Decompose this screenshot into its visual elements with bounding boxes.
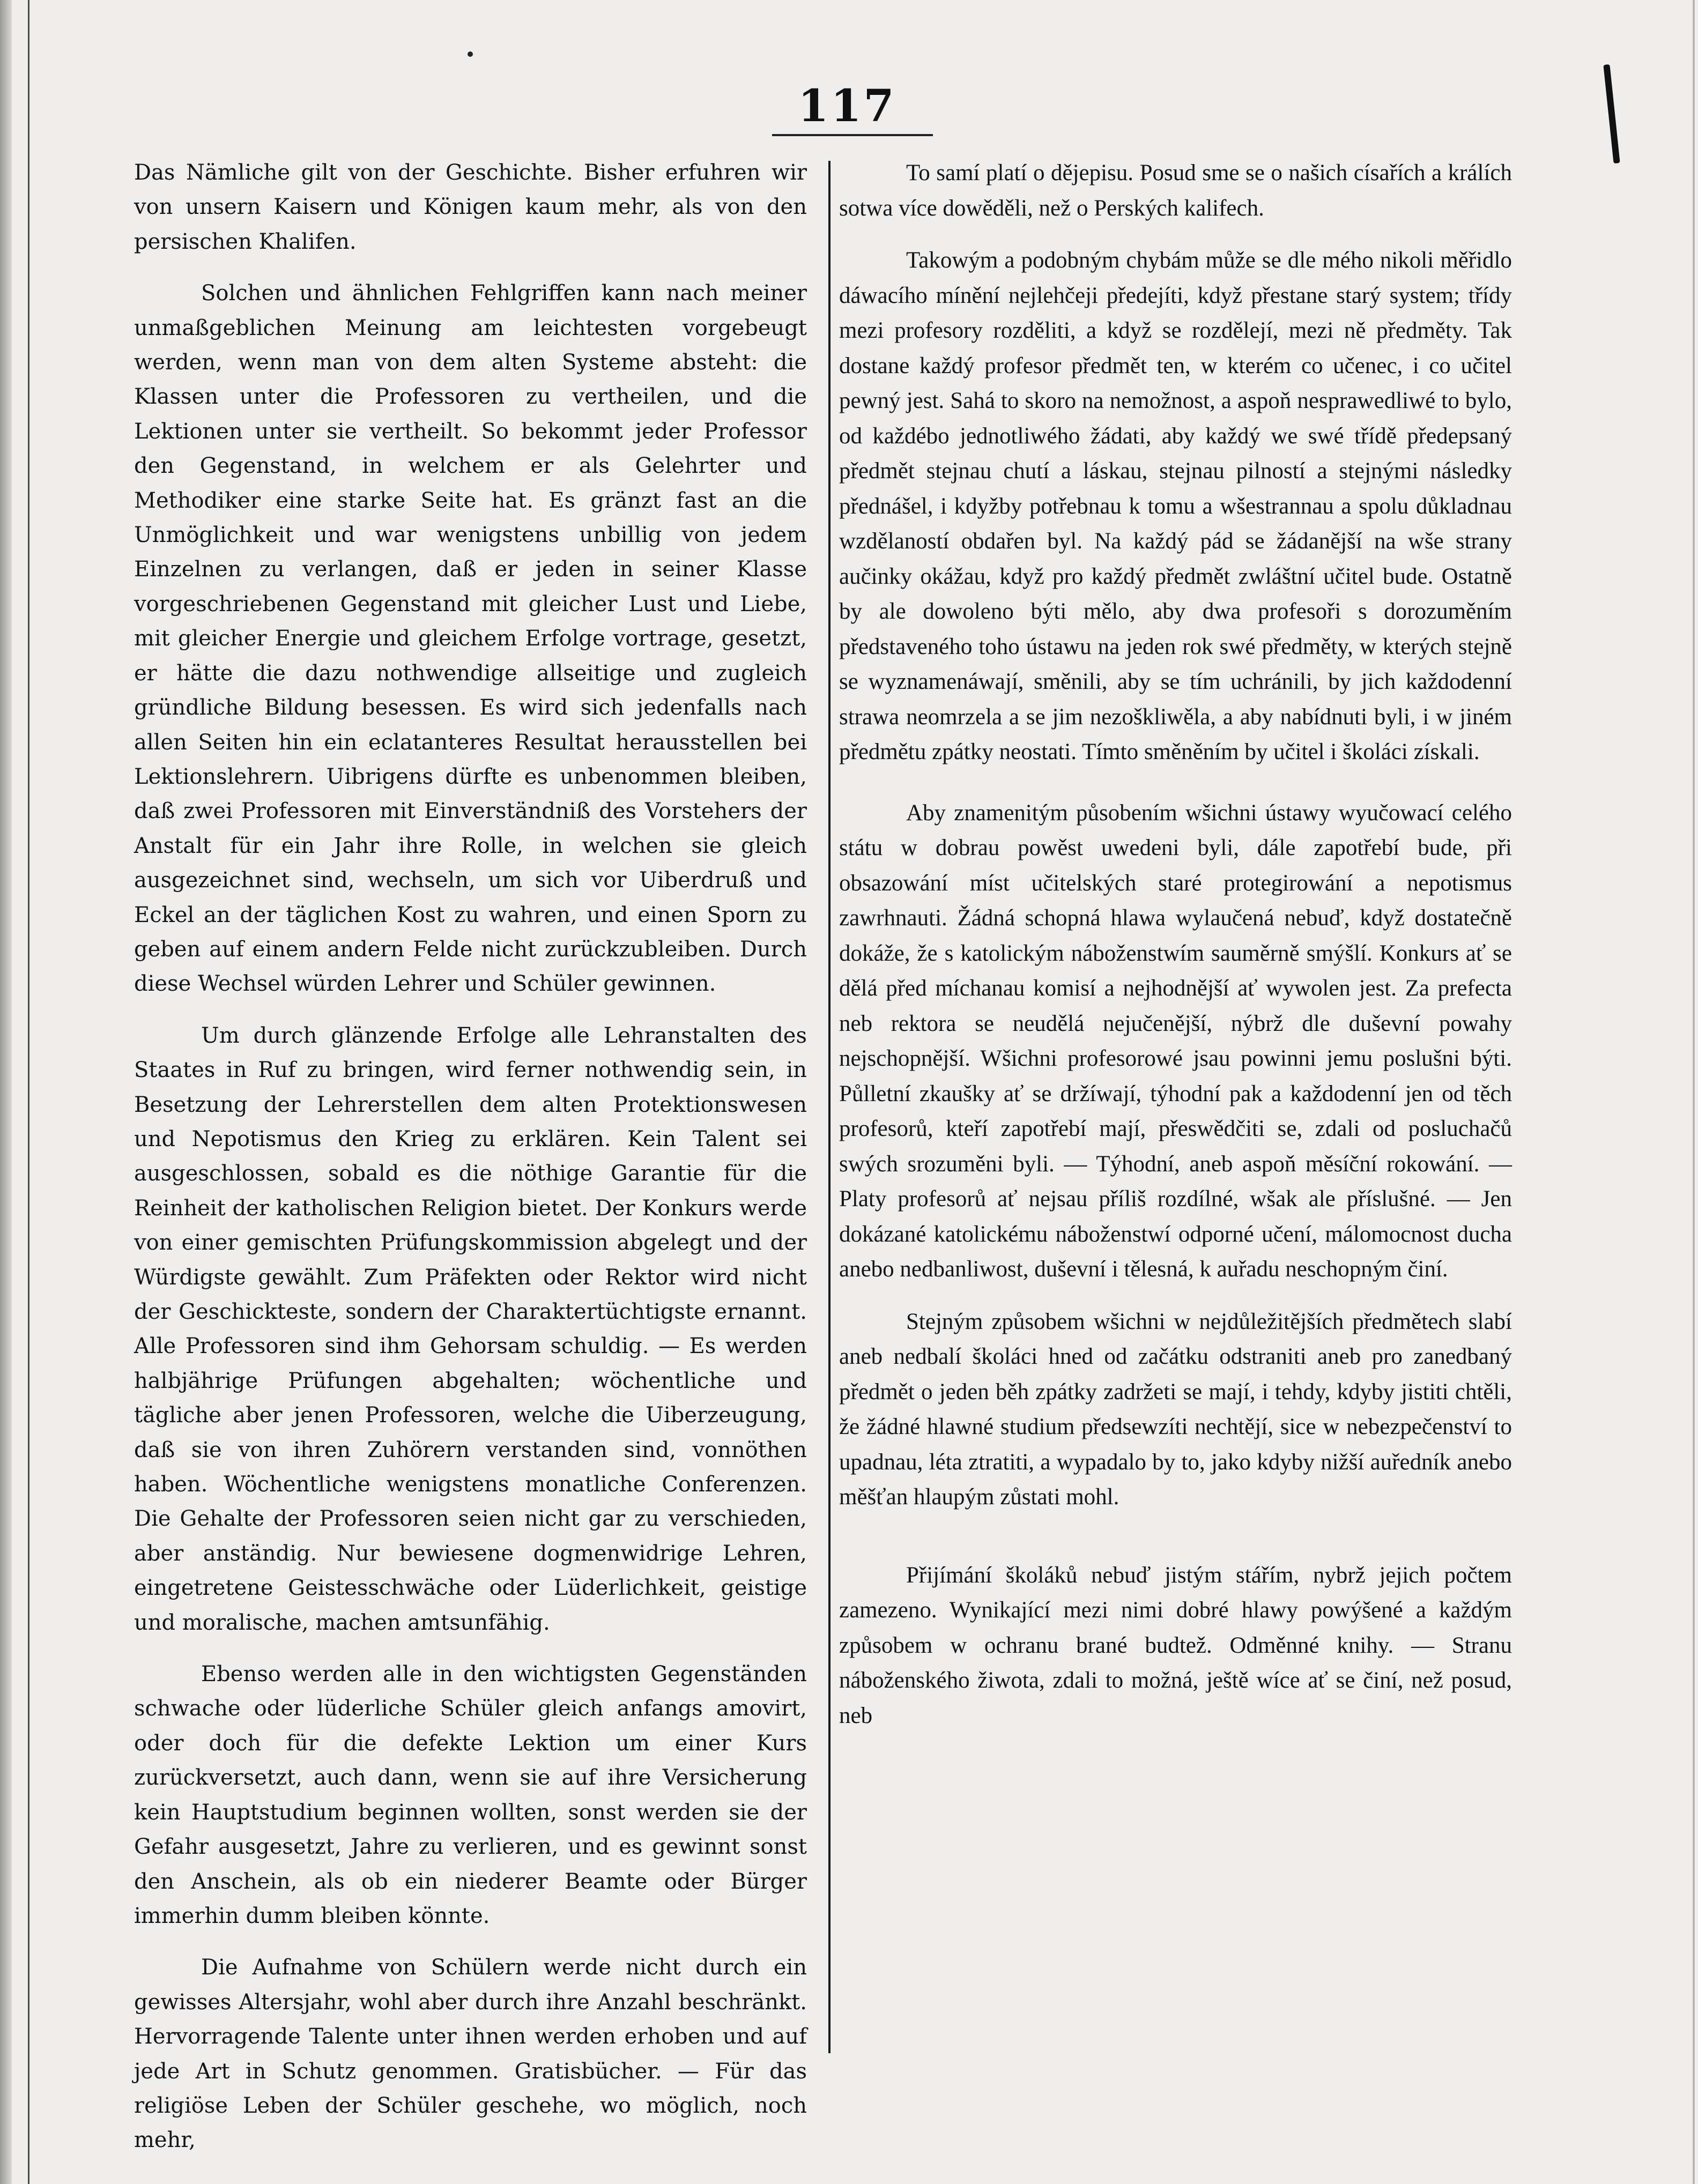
column-divider [828, 161, 831, 2053]
czech-column [839, 155, 1512, 1750]
paragraph: Solchen und ähnlichen Fehlgriffen kann nach meiner unmaßgeblichen Meinung am leichtesten vorgebeugt werden, wenn man von dem alten Systeme absteht: die Klassen unter die Professoren zu vertheilen, und die Lektionen unter sie vertheilt. So bekommt jeder Professor den Gegenstand, in welchem er als Gelehrter und Methodiker eine starke Seite hat. Es gränzt fast an die Unmöglichkeit und war wenigstens unbillig von jedem Einzelnen zu verlangen, daß er jeden in seiner Klasse vorgeschriebenen Gegenstand mit gleicher Lust und Liebe, mit gleicher Energie und gleichem Erfolge vortrage, gesetzt, er hätte die dazu nothwendige allseitige und zugleich gründliche Bildung besessen. Es wird sich jedenfalls nach allen Seiten hin ein eclatanteres Resultat herausstellen bei Lektionslehrern. Uibrigens dürfte es unbenommen bleiben, daß zwei Professoren mit Einverständniß des Vorstehers der Anstalt für ein Jahr ihre Rolle, in welchen sie gleich ausgezeichnet sind, wechseln, um sich vor Uiberdruß und Eckel an der täglichen Kost zu wahren, und einen Sporn zu geben auf einem andern Felde nicht zurückzubleiben. Durch diese Wechsel würden Lehrer und Schüler gewinnen. [134, 281, 807, 997]
paragraph: Um durch glänzende Erfolge alle Lehranstalten des Staates in Ruf zu bringen, wird ferner nothwendig sein, in Besetzung der Lehrerstellen dem alten Protektionswesen und Nepotismus den Krieg zu erklären. Kein Talent sei ausgeschlossen, sobald es die nöthige Garantie für die Reinheit der katholischen Religion bietet. Der Konkurs werde von einer gemischten Prüfungskommission abgelegt und der Würdigste gewählt. Zum Präfekten oder Rektor wird nicht der Geschickteste, sondern der Charaktertüchtigste ernannt. Alle Professoren sind ihm Gehorsam schuldig. — Es werden halbjährige Prüfungen abgehalten; wöchentliche und tägliche aber jenen Professoren, welche die Uiberzeugung, daß sie von ihren Zuhörern verstanden sind, vonnöthen haben. Wöchentliche wenigstens monatliche Conferenzen. Die Gehalte der Professoren seien nicht gar zu verschieden, aber anständig. Nur bewiesene dogmenwidrige Lehren, eingetretene Geistesschwäche oder Lüderlichkeit, geistige und moralische, machen amtsunfähig. [134, 1023, 807, 1635]
page-edge-right [1693, 0, 1695, 2184]
paragraph: Aby znamenitým působením wšichni ústawy wyučowací celého státu w dobrau powěst uwedeni byli, dále zapotřebí bude, při obsazowání míst učitelských staré protegirowání a nepotismus zawrhnauti. Žádná schopná hlawa wylaučená nebuď, když dostatečně dokáže, že s katolickým náboženstwím sauměrně smýšlí. Konkurs ať se dělá před míchanau komisí a nejhodnější ať wywolen jest. Za prefecta neb rektora se neudělá nejučenější, nýbrž dle duševní powahy nejschopnější. Wšichni profesorowé jsau powinni jemu poslušni býti. Půlletní zkaušky ať se držíwají, týhodní pak a každodenní jen od těch profesorů, kteří zapotřebí mají, přeswědčiti se, zdali od posluchačů swých srozuměni byli. — Týhodní, aneb aspoň měsíční rokowání. — Platy profesorů ať nejsau příliš rozdílné, wšak ale příslušné. — Jen dokázané katolickému náboženstwí odporné učení, málomocnost ducha anebo nedbanliwost, duševní i tělesná, k auřadu neschopným činí. [839, 800, 1512, 1282]
margin-pencil-mark [1603, 64, 1620, 164]
page-edge-left [0, 0, 12, 2184]
paragraph: Přijímání školáků nebuď jistým stářím, nybrž jejich počtem zamezeno. Wynikající mezi nimi dobré hlawy powýšené a každým způsobem w ochranu brané budtež. Odměnné knihy. — Stranu náboženského žiwota, zdali to možná, ještě wíce ať se činí, než posud, neb [839, 1562, 1512, 1728]
german-column [134, 155, 807, 2175]
paragraph: Takowým a podobným chybám může se dle mého nikoli měřidlo dáwacího mínění nejlehčeji předejíti, když přestane starý system; třídy mezi profesory rozděliti, a když se rozdělejí, mezi ně předměty. Tak dostane každý profesor předmět ten, w kterém co učenec, i co učitel pewný jest. Sahá to skoro na nemožnost, a aspoň nesprawedliwé to bylo, od každébo jednotliwého žádati, aby každý we swé třídě předepsaný předmět stejnau chutí a láskau, stejnau pilností a stejnými následky přednášel, i kdyžby potřebnau k tomu a wšestrannau a spolu důkladnau wzdělaností obdařen byl. Na každý pád se žádanější na wše strany aučinky okážau, když pro každý předmět zwláštní učitel bude. Ostatně by ale dowoleno býti mělo, aby dwa profesoři s dorozuměním představeného toho ústawu na jeden rok swé předměty, w kterých stejně se wyznamenáwají, směnili, aby se tím uchránili, by jich každodenní strawa neomrzela a se jim nezoškliwěla, a aby nabídnuti byli, i w jiném předmětu zpátky neostati. Tímto směněním by učitel i školáci získali. [839, 248, 1512, 764]
paragraph: Die Aufnahme von Schülern werde nicht durch ein gewisses Altersjahr, wohl aber durch ihre Anzahl beschränkt. Hervorragende Talente unter ihnen werden erhoben und auf jede Art in Schutz genommen. Gratisbücher. — Für das religiöse Leben der Schüler geschehe, wo möglich, noch mehr, [134, 1955, 807, 2153]
page-gutter-line [28, 0, 29, 2184]
paragraph: Ebenso werden alle in den wichtigsten Gegenständen schwache oder lüderliche Schüler gleich anfangs amovirt, oder doch für die defekte Lektion um einer Kurs zurückversetzt, auch dann, wenn sie auf ihre Versicherung kein Hauptstudium beginnen wollten, sonst werden sie der Gefahr ausgesetzt, Jahre zu verlieren, und es gewinnt sonst den Anschein, als ob ein niederer Beamte oder Bürger immerhin dumm bleiben könnte. [134, 1662, 807, 1928]
ink-speck [468, 51, 473, 57]
header-rule [772, 134, 933, 136]
paragraph: To samí platí o dějepisu. Posud sme se o našich císařích a králích sotwa více dowěděli, než o Perských kalifech. [839, 160, 1512, 221]
paragraph: Das Nämliche gilt von der Geschichte. Bisher erfuhren wir von unsern Kaisern und Königen kaum mehr, als von den persischen Khalifen. [134, 160, 807, 254]
paragraph: Stejným způsobem wšichni w nejdůležitějších předmětech slabí aneb nedbalí školáci hned od začátku odstraniti aneb pro zanedbaný předmět o jeden běh zpátky zadržeti se mají, i tehdy, kdyby jistiti chtěli, že žádné hlawné studium předsewzíti nechtějí, sice w nebezpečenství to upadnau, léta ztratiti, a wypadalo by to, jako kdyby nižší auředník anebo měšťan hlaupým zůstati mohl. [839, 1309, 1512, 1510]
page-number: 117 [798, 80, 896, 132]
